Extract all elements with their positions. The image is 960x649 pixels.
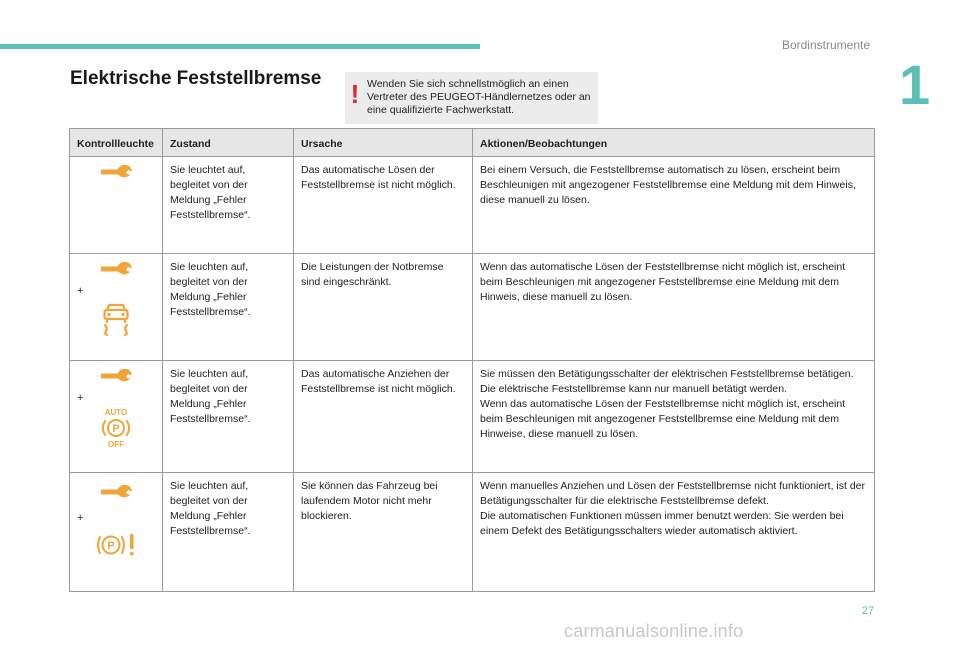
state-cell: Sie leuchten auf, begleitet von der Meldung „Fehler Feststellbremse“. <box>163 361 294 473</box>
page-title: Elektrische Feststellbremse <box>70 68 322 89</box>
cause-cell: Das automatische Anziehen der Feststellbremse ist nicht möglich. <box>294 361 473 473</box>
car-skid-icon <box>100 302 132 336</box>
header-accent-bar <box>0 44 480 49</box>
action-cell <box>473 473 875 592</box>
cause-cell: Das automatische Lösen der Feststellbremse ist nicht möglich. <box>294 157 473 254</box>
watermark: carmanualsonline.info <box>564 621 744 641</box>
state-cell: Sie leuchtet auf, begleitet von der Meldung „Fehler Feststellbremse“. <box>163 157 294 254</box>
column-header-cause: Ursache <box>294 129 473 157</box>
state-cell: Sie leuchten auf, begleitet von der Meldung „Fehler Feststellbremse“. <box>163 254 294 361</box>
off-label: OFF <box>108 440 124 449</box>
action-line: Die elektrische Feststellbremse kann nur manuell betätigt werden. <box>480 383 787 395</box>
plus-sign: + <box>77 512 84 524</box>
plus-sign: + <box>77 392 84 404</box>
action-cell: Wenn das automatische Lösen der Feststellbremse nicht möglich ist, erscheint beim Beschleunigen mit angezogener Feststellbremse eine Meldung mit dem Hinweis, diese manuell zu lösen. <box>473 254 875 361</box>
warning-light-cell <box>70 157 163 254</box>
state-cell: Sie leuchten auf, begleitet von der Meldung „Fehler Feststellbremse“. <box>163 473 294 592</box>
column-header-actions: Aktionen/Beobachtungen <box>473 129 875 157</box>
table-row <box>70 473 875 592</box>
action-cell <box>473 361 875 473</box>
action-cell: Bei einem Versuch, die Feststellbremse automatisch zu lösen, erscheint beim Beschleunigen mit angezogener Feststellbremse eine Meldung mit dem Hinweis, diese manuell zu lösen. <box>473 157 875 254</box>
plus-sign: + <box>77 285 84 297</box>
wrench-icon <box>99 367 133 385</box>
table-header-row <box>70 129 875 157</box>
warning-light-cell <box>70 254 163 361</box>
wrench-icon <box>99 483 133 501</box>
table-row <box>70 361 875 473</box>
warning-exclamation-icon: ! <box>350 79 360 109</box>
section-title: Bordinstrumente <box>781 38 870 52</box>
column-header-light: Kontrollleuchte <box>70 129 163 157</box>
warning-light-cell <box>70 361 163 473</box>
warning-light-cell <box>70 473 163 592</box>
warning-text: Wenden Sie sich schnellstmöglich an einen Vertreter des PEUGEOT-Händlernetzes oder an eine qualifizierte Fachwerkstatt. <box>367 78 591 116</box>
table-row <box>70 157 875 254</box>
wrench-icon <box>99 163 133 181</box>
action-line: Die automatischen Funktionen müssen immer benutzt werden: Sie werden bei einem Defekt des Betätigungsschalters wieder automatisch aktiviert. <box>480 510 844 537</box>
warning-note <box>345 72 598 124</box>
chapter-number: 1 <box>899 53 931 116</box>
cause-cell: Sie können das Fahrzeug bei laufendem Motor nicht mehr blockieren. <box>294 473 473 592</box>
p-letter: P <box>107 540 115 552</box>
action-line: Sie müssen den Betätigungsschalter der elektrischen Feststellbremse betätigen. <box>480 368 854 380</box>
auto-p-off-icon <box>96 407 136 449</box>
action-line: Wenn das automatische Lösen der Feststellbremse nicht möglich ist, erscheint beim Beschleunigen mit angezogener Feststellbremse eine Meldung mit dem Hinweise, diese manuell zu lösen. <box>480 398 846 440</box>
parking-brake-fault-icon <box>94 531 138 559</box>
action-line: Wenn manuelles Anziehen und Lösen der Feststellbremse nicht funktioniert, ist der Betätigungsschalter für die elektrische Feststellbremse defekt. <box>480 480 866 507</box>
column-header-state: Zustand <box>163 129 294 157</box>
table-row <box>70 254 875 361</box>
warning-lights-table <box>69 128 875 592</box>
cause-cell: Die Leistungen der Notbremse sind eingeschränkt. <box>294 254 473 361</box>
p-letter: P <box>112 423 120 435</box>
page-number: 27 <box>861 605 874 617</box>
wrench-icon <box>99 260 133 278</box>
auto-label: AUTO <box>104 408 128 417</box>
